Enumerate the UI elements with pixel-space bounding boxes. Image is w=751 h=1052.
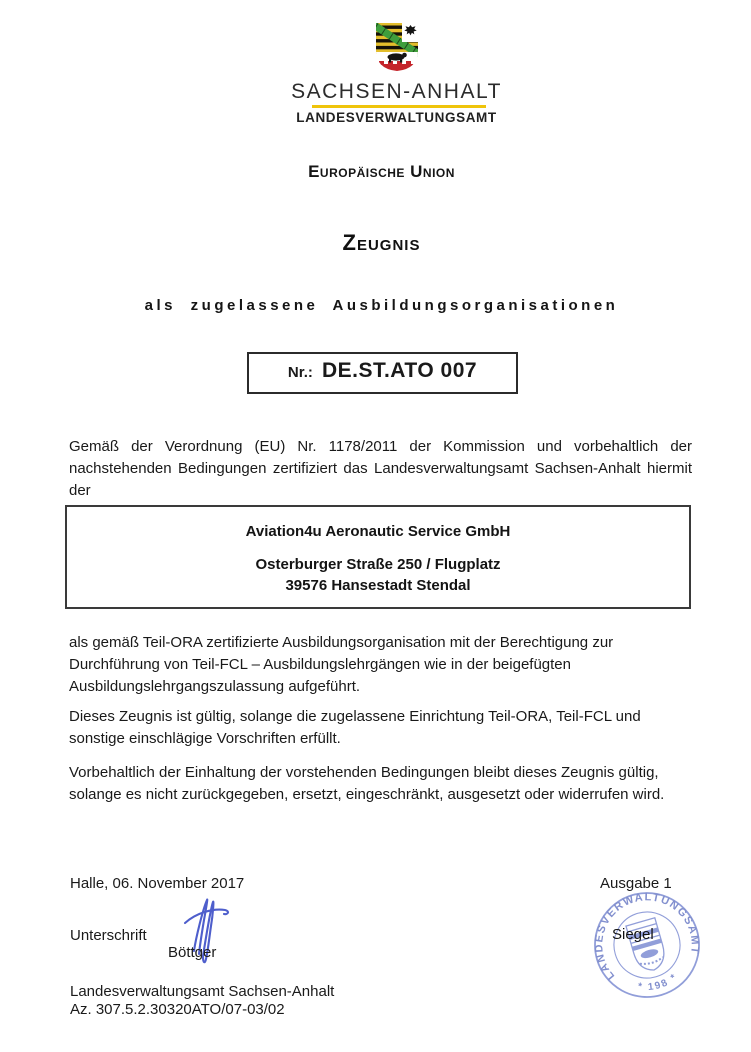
body-paragraph-3 <box>69 762 699 806</box>
intro-line: der <box>69 481 91 499</box>
certificate-number-box <box>247 352 518 394</box>
organisation-box <box>65 505 691 609</box>
intro-paragraph <box>69 436 692 501</box>
body-paragraph-2 <box>69 706 699 750</box>
seal-graphic <box>580 878 713 1010</box>
body-line: Vorbehaltlich der Einhaltung der vorstehenden Bedingungen bleibt dieses Zeugnis gültig, <box>69 764 659 781</box>
body-line: Dieses Zeugnis ist gültig, solange die zugelassene Einrichtung Teil-ORA, Teil-FCL und <box>69 708 641 725</box>
document-title: Zeugnis <box>342 230 421 255</box>
organisation-address-line1: Osterburger Straße 250 / Flugplatz <box>255 556 501 573</box>
body-line: Ausbildungslehrgangszulassung aufgeführt. <box>69 677 361 695</box>
signature-label: Unterschrift <box>70 927 147 944</box>
issue-number: Ausgabe 1 <box>600 875 672 892</box>
intro-line: Gemäß der Verordnung (EU) Nr. 1178/2011 der Kommission und vorbehaltlich der <box>69 438 692 455</box>
organisation-address-line2: 39576 Hansestadt Stendal <box>285 576 471 594</box>
intro-line: nachstehenden Bedingungen zertifiziert das Landesverwaltungsamt Sachsen-Anhalt hiermit <box>69 459 692 477</box>
coat-of-arms <box>375 22 419 72</box>
eu-title: Europäische Union <box>308 162 455 181</box>
svg-text:* 198 * <box>634 970 682 997</box>
seal-bottom-text: * 198 * <box>637 971 681 994</box>
seal-label: Siegel <box>612 926 654 943</box>
coat-of-arms-shield <box>375 22 419 72</box>
gold-rule <box>312 105 486 108</box>
eagle-canton <box>402 22 419 42</box>
body-paragraph-1 <box>69 632 699 697</box>
seal-ring-text: LANDESVERWALTUNGSAMT <box>593 891 701 983</box>
signer-name: Böttger <box>168 944 217 961</box>
certificate-number-value: DE.ST.ATO 007 <box>321 359 478 382</box>
organisation-name: Aviation4u Aeronautic Service GmbH <box>245 523 511 540</box>
body-line: solange es nicht zurückgegeben, ersetzt, eingeschränkt, ausgesetzt oder widerrufen wird. <box>69 785 665 803</box>
document-subtitle: als zugelassene Ausbildungsorganisationen <box>144 297 619 314</box>
organisation-address <box>67 555 689 596</box>
body-line: Durchführung von Teil-FCL – Ausbildungslehrgängen wie in der beigefügten <box>69 655 571 673</box>
body-line: als gemäß Teil-ORA zertifizierte Ausbildungsorganisation mit der Berechtigung zur <box>69 634 614 651</box>
issuing-authority: Landesverwaltungsamt Sachsen-Anhalt <box>70 983 335 1000</box>
certificate-number-label: Nr.: <box>287 364 313 381</box>
official-seal-stamp <box>572 870 722 1020</box>
office-title: LANDESVERWALTUNGSAMT <box>296 110 497 125</box>
region-title: SACHSEN-ANHALT <box>291 80 502 103</box>
place-and-date: Halle, 06. November 2017 <box>70 875 245 892</box>
bear-on-wall <box>375 52 419 72</box>
body-line: sonstige einschlägige Vorschriften erfüllt. <box>69 729 341 747</box>
file-reference: Az. 307.5.2.30320ATO/07-03/02 <box>70 1001 285 1018</box>
